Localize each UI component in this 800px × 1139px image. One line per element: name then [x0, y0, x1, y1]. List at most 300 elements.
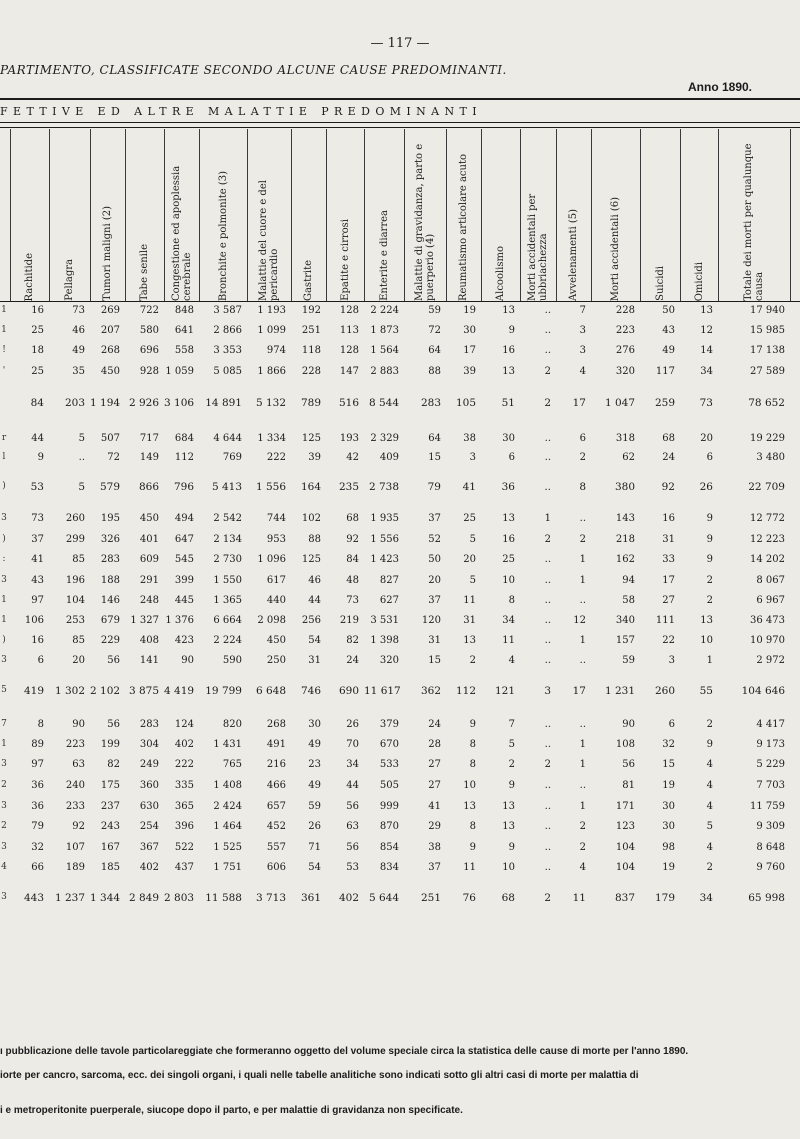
column-header-label: Morti accidentali (6) — [610, 196, 621, 301]
table-cell: 70 — [346, 739, 359, 750]
row-edge-mark: ) — [2, 635, 6, 645]
table-cell: 1 556 — [370, 534, 399, 545]
table-cell: 106 — [24, 615, 44, 626]
table-cell: 1 — [579, 554, 586, 565]
table-cell: 31 — [428, 635, 441, 646]
table-row — [0, 655, 800, 673]
table-cell: 102 — [301, 513, 321, 524]
table-cell: 193 — [339, 433, 359, 444]
table-cell: 320 — [615, 366, 635, 377]
table-cell: 63 — [346, 821, 359, 832]
table-cell: 2 849 — [128, 892, 159, 904]
table-cell: 189 — [65, 862, 85, 873]
table-cell: 696 — [139, 345, 159, 356]
table-cell: 423 — [174, 635, 194, 646]
table-cell: 19 799 — [205, 685, 242, 697]
table-cell: 104 — [615, 842, 635, 853]
table-cell: 72 — [107, 452, 120, 463]
table-cell: .. — [544, 739, 551, 750]
table-cell: 203 — [64, 397, 85, 409]
table-row — [0, 780, 800, 798]
table-row — [0, 575, 800, 593]
table-cell: 27 — [428, 759, 441, 770]
table-cell: 25 — [502, 554, 515, 565]
table-cell: 408 — [139, 635, 159, 646]
column-header-label: Gastrite — [303, 259, 314, 301]
row-edge-mark: 3 — [1, 801, 7, 811]
row-edge-mark: 3 — [1, 892, 7, 902]
table-cell: 17 — [572, 685, 586, 697]
table-cell: 2 — [544, 759, 551, 770]
table-cell: 3 106 — [164, 397, 195, 409]
table-cell: 367 — [139, 842, 159, 853]
table-cell: 46 — [308, 575, 321, 586]
table-cell: .. — [544, 862, 551, 873]
table-cell: 1 564 — [370, 345, 399, 356]
table-cell: 1 464 — [213, 821, 242, 832]
table-cell: .. — [544, 595, 551, 606]
table-cell: 6 — [37, 655, 44, 666]
table-cell: 37 — [31, 534, 44, 545]
table-cell: 1 — [706, 655, 713, 666]
table-cell: .. — [544, 842, 551, 853]
table-cell: 2 — [579, 842, 586, 853]
table-cell: 9 760 — [756, 862, 785, 873]
table-cell: 30 — [308, 719, 321, 730]
row-edge-mark: 4 — [1, 862, 7, 872]
table-cell: 254 — [139, 821, 159, 832]
footnote-3: i e metroperitonite puerperale, siucope dopo il parto, e per malattie di gravidanza non specificate. — [0, 1105, 463, 1116]
table-cell: 73 — [346, 595, 359, 606]
table-cell: 185 — [100, 862, 120, 873]
table-cell: 82 — [107, 759, 120, 770]
table-cell: 4 — [706, 801, 713, 812]
table-cell: 4 644 — [213, 433, 242, 444]
column-header-label: Enterite e diarrea — [378, 210, 390, 301]
table-cell: 10 — [463, 780, 476, 791]
table-cell: 13 — [463, 801, 476, 812]
table-row — [0, 534, 800, 552]
table-cell: 251 — [420, 892, 441, 904]
table-cell: 5 229 — [756, 759, 785, 770]
table-cell: 1 525 — [213, 842, 242, 853]
table-cell: 679 — [100, 615, 120, 626]
table-cell: 235 — [338, 481, 359, 493]
table-cell: 765 — [222, 759, 242, 770]
table-cell: 8 544 — [368, 397, 399, 409]
table-cell: 1 194 — [90, 397, 121, 409]
table-cell: 24 — [662, 452, 675, 463]
table-cell: 647 — [174, 534, 194, 545]
table-cell: 6 967 — [756, 595, 785, 606]
row-edge-mark: l — [2, 452, 6, 462]
table-cell: 2 — [579, 821, 586, 832]
row-edge-mark: 2 — [1, 780, 7, 790]
table-cell: 13 — [502, 305, 515, 316]
column-divider — [10, 129, 11, 301]
table-cell: 20 — [700, 433, 713, 444]
table-cell: 32 — [31, 842, 44, 853]
table-cell: 4 — [706, 842, 713, 853]
table-cell: 73 — [72, 305, 85, 316]
table-row — [0, 615, 800, 633]
table-cell: 10 — [502, 575, 515, 586]
table-cell: 928 — [139, 366, 159, 377]
table-cell: 31 — [662, 534, 675, 545]
table-cell: 2 098 — [257, 615, 286, 626]
table-cell: 362 — [420, 685, 441, 697]
table-cell: 27 589 — [750, 366, 785, 377]
table-cell: 53 — [346, 862, 359, 873]
table-cell: 58 — [622, 595, 635, 606]
table-cell: 30 — [662, 801, 675, 812]
column-header-label: Malattie del cuore e del pericardio — [258, 180, 280, 301]
table-cell: 7 — [579, 305, 586, 316]
column-header-6 — [199, 129, 247, 301]
table-cell: 2 730 — [213, 554, 242, 565]
table-cell: 251 — [301, 325, 321, 336]
table-cell: .. — [579, 655, 586, 666]
table-cell: 250 — [266, 655, 286, 666]
table-cell: 38 — [463, 433, 476, 444]
table-cell: 15 985 — [750, 325, 785, 336]
table-cell: 9 — [508, 780, 515, 791]
column-divider — [556, 129, 557, 301]
table-cell: 26 — [308, 821, 321, 832]
table-cell: 5 — [78, 433, 85, 444]
table-cell: 33 — [662, 554, 675, 565]
table-cell: 98 — [662, 842, 675, 853]
table-cell: 37 — [428, 595, 441, 606]
table-cell: 8 — [37, 719, 44, 730]
table-cell: 38 — [428, 842, 441, 853]
table-cell: .. — [78, 452, 85, 463]
table-cell: 34 — [502, 615, 515, 626]
table-cell: 4 — [508, 655, 515, 666]
table-cell: .. — [579, 513, 586, 524]
table-row — [0, 862, 800, 880]
table-cell: 12 — [700, 325, 713, 336]
table-cell: 3 — [544, 685, 551, 697]
table-cell: 522 — [174, 842, 194, 853]
table-cell: 84 — [346, 554, 359, 565]
table-cell: 1 — [579, 739, 586, 750]
table-cell: 44 — [308, 595, 321, 606]
footnote-1: ı pubblicazione delle tavole particolareggiate che formeranno oggetto del volume speciale circa la statistica delle cause di morte per l'anno 1890. — [0, 1046, 689, 1057]
row-edge-mark: 1 — [1, 325, 7, 335]
table-cell: 49 — [308, 780, 321, 791]
table-cell: 2 — [544, 534, 551, 545]
column-divider — [164, 129, 165, 301]
table-cell: .. — [544, 452, 551, 463]
table-cell: .. — [544, 575, 551, 586]
table-cell: 179 — [654, 892, 675, 904]
table-total-row — [0, 685, 800, 703]
table-cell: 3 531 — [370, 615, 399, 626]
table-cell: 13 — [700, 305, 713, 316]
table-cell: 13 — [502, 801, 515, 812]
table-cell: 2 738 — [368, 481, 399, 493]
table-row — [0, 554, 800, 572]
table-cell: 13 — [502, 513, 515, 524]
column-header-1 — [10, 129, 49, 301]
table-cell: 854 — [379, 842, 399, 853]
table-cell: 107 — [65, 842, 85, 853]
table-cell: 1 — [579, 801, 586, 812]
table-cell: 1 193 — [257, 305, 286, 316]
table-cell: 97 — [31, 595, 44, 606]
table-cell: .. — [544, 821, 551, 832]
table-cell: 1 365 — [213, 595, 242, 606]
table-cell: 44 — [346, 780, 359, 791]
table-cell: 9 — [37, 452, 44, 463]
table-cell: 9 — [706, 534, 713, 545]
table-cell: 2 — [706, 719, 713, 730]
table-cell: 27 — [428, 780, 441, 791]
table-cell: 68 — [662, 433, 675, 444]
table-cell: 118 — [301, 345, 321, 356]
table-cell: 30 — [662, 821, 675, 832]
table-cell: 10 — [700, 635, 713, 646]
table-cell: 43 — [662, 325, 675, 336]
table-cell: 283 — [420, 397, 441, 409]
table-cell: .. — [544, 433, 551, 444]
table-cell: 64 — [428, 433, 441, 444]
table-cell: 85 — [72, 635, 85, 646]
table-cell: 128 — [339, 305, 359, 316]
table-cell: 78 652 — [748, 397, 785, 409]
table-cell: 3 713 — [255, 892, 286, 904]
row-edge-mark: 3 — [1, 759, 7, 769]
table-cell: 1 231 — [604, 685, 635, 697]
table-cell: 39 — [308, 452, 321, 463]
table-cell: 8 067 — [756, 575, 785, 586]
table-cell: 7 703 — [756, 780, 785, 791]
table-banner: FETTIVE ED ALTRE MALATTIE PREDOMINANTI — [0, 105, 483, 118]
table-cell: 2 803 — [164, 892, 195, 904]
table-cell: 192 — [301, 305, 321, 316]
table-cell: 2 — [706, 575, 713, 586]
table-row — [0, 325, 800, 343]
table-cell: 291 — [139, 575, 159, 586]
table-cell: 6 — [508, 452, 515, 463]
table-cell: 90 — [181, 655, 194, 666]
table-cell: 834 — [379, 862, 399, 873]
table-cell: 419 — [23, 685, 44, 697]
table-cell: 11 — [502, 635, 515, 646]
table-cell: 1 550 — [213, 575, 242, 586]
table-cell: 223 — [65, 739, 85, 750]
table-cell: 4 417 — [756, 719, 785, 730]
table-cell: 1 376 — [165, 615, 194, 626]
table-cell: 746 — [300, 685, 321, 697]
table-cell: 1 099 — [257, 325, 286, 336]
table-cell: 12 — [573, 615, 586, 626]
table-cell: 974 — [266, 345, 286, 356]
table-cell: 196 — [65, 575, 85, 586]
table-cell: 68 — [346, 513, 359, 524]
column-divider — [291, 129, 292, 301]
table-cell: 396 — [174, 821, 194, 832]
table-cell: 37 — [428, 513, 441, 524]
column-header-13 — [481, 129, 520, 301]
table-cell: 43 — [31, 575, 44, 586]
table-cell: 641 — [174, 325, 194, 336]
table-cell: 9 — [706, 739, 713, 750]
column-divider — [446, 129, 447, 301]
table-cell: 8 — [579, 481, 586, 493]
table-cell: 19 — [463, 305, 476, 316]
table-cell: 41 — [428, 801, 441, 812]
table-cell: 9 173 — [756, 739, 785, 750]
table-cell: 1 935 — [370, 513, 399, 524]
column-header-3 — [90, 129, 125, 301]
table-cell: 283 — [139, 719, 159, 730]
table-cell: 19 — [662, 862, 675, 873]
table-cell: .. — [544, 305, 551, 316]
table-cell: 452 — [266, 821, 286, 832]
page-title: PARTIMENTO, CLASSIFICATE SECONDO ALCUNE CAUSE PREDOMINANTI. — [0, 63, 507, 77]
column-header-19 — [718, 129, 790, 301]
row-edge-mark: 3 — [1, 513, 7, 523]
table-cell: 18 — [31, 345, 44, 356]
table-cell: .. — [544, 345, 551, 356]
table-cell: 1 751 — [213, 862, 242, 873]
table-cell: 558 — [174, 345, 194, 356]
table-cell: 85 — [72, 554, 85, 565]
table-cell: 870 — [379, 821, 399, 832]
table-cell: 41 — [31, 554, 44, 565]
table-cell: 276 — [615, 345, 635, 356]
table-row — [0, 635, 800, 653]
table-cell: 1 344 — [90, 892, 121, 904]
table-cell: 365 — [174, 801, 194, 812]
table-cell: 125 — [301, 433, 321, 444]
table-cell: 3 — [579, 345, 586, 356]
table-cell: 56 — [107, 655, 120, 666]
table-cell: 402 — [338, 892, 359, 904]
table-cell: 188 — [100, 575, 120, 586]
table-cell: 56 — [622, 759, 635, 770]
table-cell: 1 431 — [213, 739, 242, 750]
table-cell: 380 — [614, 481, 635, 493]
table-cell: 445 — [174, 595, 194, 606]
column-divider — [481, 129, 482, 301]
row-edge-mark: 1 — [1, 305, 7, 315]
table-cell: 50 — [662, 305, 675, 316]
top-rule — [0, 98, 800, 100]
table-cell: 20 — [72, 655, 85, 666]
table-cell: 11 759 — [750, 801, 785, 812]
table-cell: 5 — [508, 739, 515, 750]
table-cell: 3 480 — [756, 452, 785, 463]
table-row — [0, 739, 800, 757]
table-cell: 1 — [579, 575, 586, 586]
table-row — [0, 595, 800, 613]
table-cell: 6 648 — [255, 685, 286, 697]
table-cell: 31 — [463, 615, 476, 626]
table-cell: 79 — [427, 481, 441, 493]
table-cell: 2 — [544, 892, 551, 904]
table-cell: 2 926 — [128, 397, 159, 409]
table-cell: 545 — [174, 554, 194, 565]
table-cell: 3 — [469, 452, 476, 463]
table-cell: .. — [579, 719, 586, 730]
column-header-label: Epatite e cirrosi — [339, 219, 351, 301]
column-header-label: Pellagra — [64, 259, 75, 301]
table-cell: 17 — [662, 575, 675, 586]
table-row — [0, 719, 800, 737]
table-cell: 12 223 — [750, 534, 785, 545]
table-cell: 1 237 — [54, 892, 85, 904]
column-divider — [790, 129, 791, 301]
table-cell: 2 — [544, 366, 551, 377]
table-cell: 2 542 — [213, 513, 242, 524]
table-cell: 24 — [346, 655, 359, 666]
table-cell: 690 — [338, 685, 359, 697]
table-cell: 657 — [266, 801, 286, 812]
table-cell: 46 — [72, 325, 85, 336]
table-cell: 360 — [139, 780, 159, 791]
table-cell: 1 873 — [370, 325, 399, 336]
table-total-row — [0, 397, 800, 415]
column-header-label: Omicidi — [693, 261, 705, 301]
table-cell: 2 — [508, 759, 515, 770]
table-cell: 199 — [100, 739, 120, 750]
table-cell: 2 — [579, 452, 586, 463]
table-total-row — [0, 481, 800, 499]
table-cell: 13 — [502, 366, 515, 377]
table-cell: 4 — [579, 366, 586, 377]
table-cell: 299 — [65, 534, 85, 545]
table-cell: 88 — [308, 534, 321, 545]
table-row — [0, 842, 800, 860]
table-cell: 218 — [615, 534, 635, 545]
table-cell: 44 — [31, 433, 44, 444]
table-cell: 8 — [508, 595, 515, 606]
table-cell: 81 — [622, 780, 635, 791]
table-cell: 361 — [300, 892, 321, 904]
table-cell: 56 — [346, 842, 359, 853]
table-cell: 557 — [266, 842, 286, 853]
table-cell: 2 224 — [213, 635, 242, 646]
table-cell: 627 — [379, 595, 399, 606]
table-cell: 2 102 — [90, 685, 121, 697]
table-cell: 4 — [579, 862, 586, 873]
row-edge-mark: 5 — [1, 685, 7, 695]
column-header-label: Tabe senile — [139, 243, 150, 301]
table-cell: 72 — [428, 325, 441, 336]
table-cell: 143 — [615, 513, 635, 524]
row-edge-mark: : — [2, 554, 6, 564]
table-cell: 13 — [502, 821, 515, 832]
table-cell: 162 — [615, 554, 635, 565]
row-edge-mark: ) — [2, 481, 6, 491]
table-cell: 68 — [501, 892, 515, 904]
table-cell: 1 556 — [255, 481, 286, 493]
table-cell: 16 — [31, 305, 44, 316]
table-cell: 49 — [662, 345, 675, 356]
table-cell: 26 — [346, 719, 359, 730]
table-cell: 450 — [266, 635, 286, 646]
column-header-5 — [164, 129, 199, 301]
table-cell: 49 — [308, 739, 321, 750]
table-cell: 3 353 — [213, 345, 242, 356]
header-bottom-rule — [0, 301, 800, 302]
table-cell: .. — [544, 325, 551, 336]
table-cell: 175 — [100, 780, 120, 791]
table-row — [0, 452, 800, 470]
